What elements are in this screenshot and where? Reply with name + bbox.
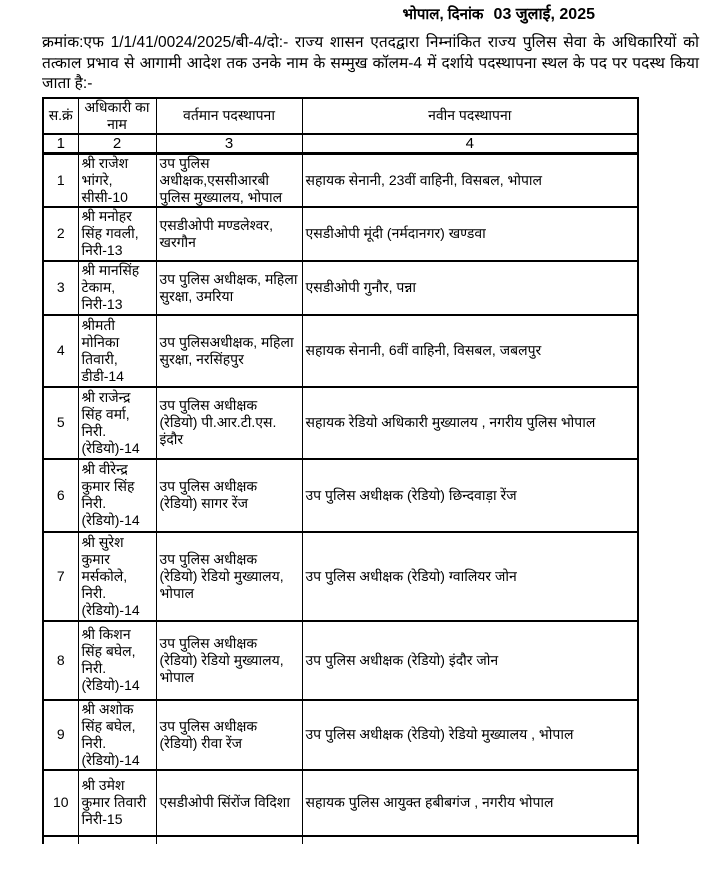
- new-posting-cell: सहायक पुलिस आयुक्त हबीबगंज , नगरीय भोपाल: [302, 770, 638, 836]
- table-row: [43, 387, 638, 459]
- column-number: 1: [43, 134, 78, 154]
- header-current-posting: वर्तमान पदस्थापना: [156, 98, 302, 134]
- transfer-table: [42, 97, 639, 844]
- new-posting-cell: एसडीओपी मूंदी (नर्मदानगर) खण्डवा: [302, 207, 638, 261]
- officer-name-cell: श्री वीरेन्द्र कुमार सिंह निरी. (रेडियो)-14: [78, 459, 156, 532]
- officer-name-cell: श्री सुरेश कुमार मर्सकोले, निरी. (रेडियो)-14: [78, 532, 156, 621]
- column-number: 3: [156, 134, 302, 154]
- new-posting-cell: [302, 836, 638, 844]
- serial-cell: 4: [43, 315, 78, 387]
- serial-cell: 10: [43, 770, 78, 836]
- table-row: [43, 621, 638, 700]
- serial-cell: 7: [43, 532, 78, 621]
- place-label: भोपाल, दिनांक: [402, 6, 484, 23]
- header-officer-name: अधिकारी का नाम: [78, 98, 156, 134]
- serial-cell: 8: [43, 621, 78, 700]
- officer-name-cell: श्री अशोक सिंह बघेल, निरी. (रेडियो)-14: [78, 700, 156, 770]
- serial-cell: 6: [43, 459, 78, 532]
- new-posting-cell: एसडीओपी गुनौर, पन्ना: [302, 261, 638, 315]
- table-row: [43, 700, 638, 770]
- officer-name-cell: श्री उमेश कुमार तिवारी निरी-15: [78, 770, 156, 836]
- serial-cell: 2: [43, 207, 78, 261]
- current-posting-cell: उप पुलिस अधीक्षक (रेडियो) पी.आर.टी.एस. इंदौर: [156, 387, 302, 459]
- table-row: [43, 261, 638, 315]
- officer-name-cell: श्री राजेश भांगरे, सीसी-10: [78, 153, 156, 207]
- current-posting-cell: उप पुलिस अधीक्षक (रेडियो) रेडियो मुख्यालय, भोपाल: [156, 532, 302, 621]
- new-posting-cell: उप पुलिस अधीक्षक (रेडियो) इंदौर जोन: [302, 621, 638, 700]
- officer-name-cell: श्री किशन सिंह बघेल, निरी. (रेडियो)-14: [78, 621, 156, 700]
- current-posting-cell: उप पुलिस अधीक्षक (रेडियो) सागर रेंज: [156, 459, 302, 532]
- new-posting-cell: सहायक सेनानी, 6वीं वाहिनी, विसबल, जबलपुर: [302, 315, 638, 387]
- table-row: [43, 315, 638, 387]
- current-posting-cell: एसडीओपी सिंरोंज विदिशा: [156, 770, 302, 836]
- new-posting-cell: सहायक सेनानी, 23वीं वाहिनी, विसबल, भोपाल: [302, 153, 638, 207]
- serial-cell: 9: [43, 700, 78, 770]
- serial-cell: 3: [43, 261, 78, 315]
- table-row: [43, 207, 638, 261]
- new-posting-cell: उप पुलिस अधीक्षक (रेडियो) ग्वालियर जोन: [302, 532, 638, 621]
- column-number: 4: [302, 134, 638, 154]
- current-posting-cell: उप पुलिस अधीक्षक,एससीआरबी पुलिस मुख्यालय, भोपाल: [156, 153, 302, 207]
- officer-name-cell: श्री राजेन्द्र सिंह वर्मा, निरी. (रेडियो)-14: [78, 387, 156, 459]
- table-row: [43, 770, 638, 836]
- serial-cell: [43, 836, 78, 844]
- order-date: 03 जुलाई, 2025: [493, 6, 595, 23]
- table-row: [43, 459, 638, 532]
- current-posting-cell: उप पुलिस अधीक्षक (रेडियो) रीवा रेंज: [156, 700, 302, 770]
- header-new-posting: नवीन पदस्थापना: [302, 98, 638, 134]
- table-row: [43, 532, 638, 621]
- header-serial: स.क्रं: [43, 98, 78, 134]
- officer-name-cell: श्रीमती मोनिका तिवारी, डीडी-14: [78, 315, 156, 387]
- new-posting-cell: सहायक रेडियो अधिकारी मुख्यालय , नगरीय पुलिस भोपाल: [302, 387, 638, 459]
- new-posting-cell: उप पुलिस अधीक्षक (रेडियो) रेडियो मुख्यालय , भोपाल: [302, 700, 638, 770]
- table-header-row: [43, 98, 638, 134]
- new-posting-cell: उप पुलिस अधीक्षक (रेडियो) छिन्दवाड़ा रेंज: [302, 459, 638, 532]
- current-posting-cell: उप पुलिसअधीक्षक, महिला सुरक्षा, नरसिंहपुर: [156, 315, 302, 387]
- current-posting-cell: उप पुलिस अधीक्षक, महिला सुरक्षा, उमरिया: [156, 261, 302, 315]
- column-number-row: [43, 134, 638, 154]
- serial-cell: 1: [43, 153, 78, 207]
- table-row-partial: [43, 836, 638, 844]
- officer-name-cell: [78, 836, 156, 844]
- current-posting-cell: [156, 836, 302, 844]
- officer-name-cell: श्री मनोहर सिंह गवली, निरी-13: [78, 207, 156, 261]
- current-posting-cell: उप पुलिस अधीक्षक (रेडियो) रेडियो मुख्यालय, भोपाल: [156, 621, 302, 700]
- intro-paragraph: क्रमांक:एफ 1/1/41/0024/2025/बी-4/दो:- राज्य शासन एतदद्वारा निम्नांकित राज्य पुलिस सेवा के अधिकारियों को तत्काल प्रभाव से आगामी आदेश तक उनके नाम के सम्मुख कॉलम-4 में दर्शाये पदस्थापना स्थल के पद पर पदस्थ किया जाता है:-: [42, 34, 699, 92]
- current-posting-cell: एसडीओपी मण्डलेश्वर, खरगौन: [156, 207, 302, 261]
- officer-name-cell: श्री मानसिंह टेकाम, निरी-13: [78, 261, 156, 315]
- column-number: 2: [78, 134, 156, 154]
- date-line: [42, 2, 699, 24]
- serial-cell: 5: [43, 387, 78, 459]
- table-row: [43, 153, 638, 207]
